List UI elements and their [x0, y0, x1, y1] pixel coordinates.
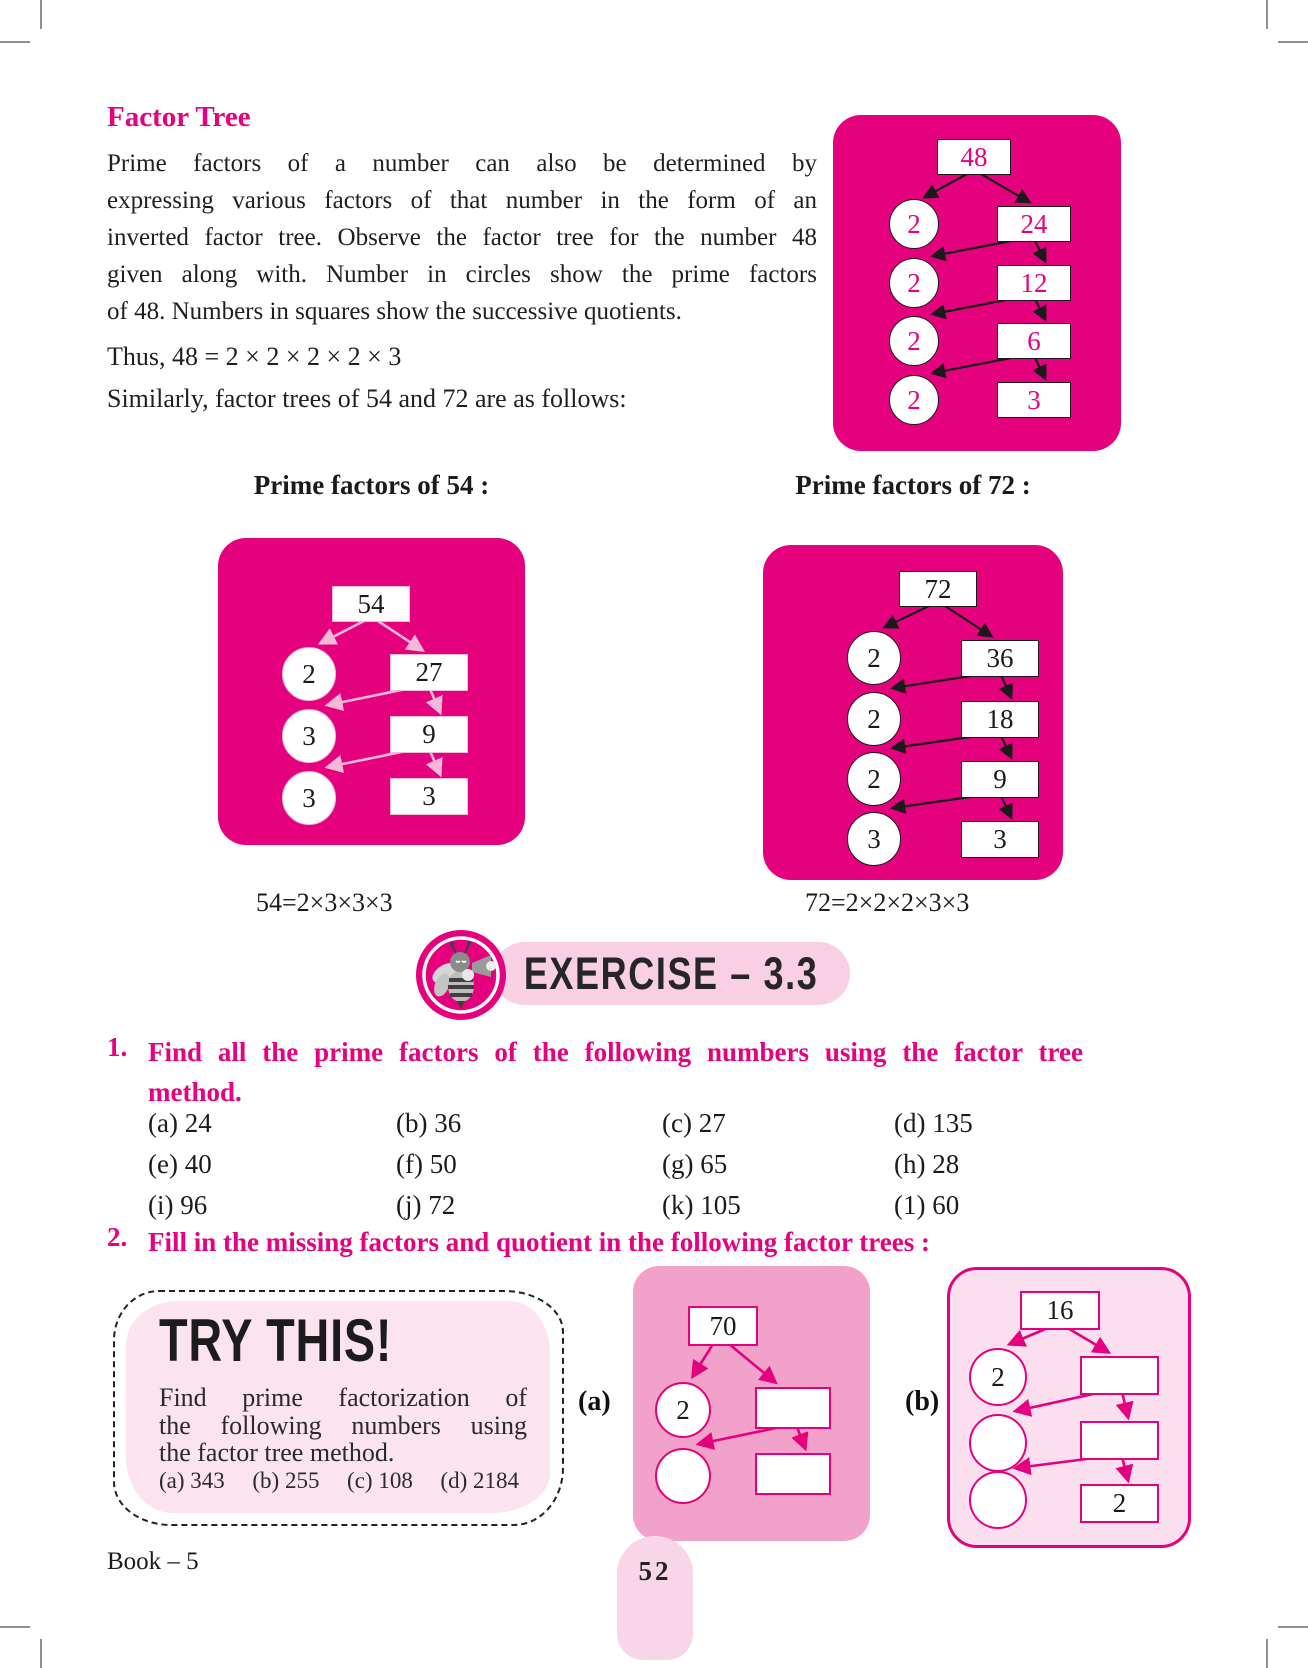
exercise-banner-pill	[493, 942, 850, 1005]
tree-circle-node: 3	[282, 709, 336, 763]
try-this-text	[159, 1384, 527, 1467]
page-number-tab	[617, 1536, 693, 1660]
tree-circle-node	[969, 1414, 1027, 1472]
tree-quotient-box: 36	[961, 640, 1039, 677]
try-this-item: (b) 255	[252, 1468, 320, 1493]
tree-quotient-box: 2	[1080, 1484, 1159, 1523]
tree-root-box: 72	[899, 571, 977, 607]
tree-root-box: 16	[1020, 1291, 1100, 1330]
crop-mark	[1278, 41, 1308, 43]
question-1-item: (k) 105	[662, 1190, 741, 1220]
tree-circle-node: 3	[282, 771, 336, 825]
tree-quotient-box: 24	[997, 206, 1071, 242]
tree-quotient-box	[1080, 1421, 1159, 1460]
caption-54: Prime factors of 54 :	[253, 470, 490, 500]
question-1-item: (1) 60	[894, 1190, 960, 1220]
exercise-title: EXERCISE – 3.3	[524, 947, 819, 999]
question-1-item: (b) 36	[396, 1108, 462, 1138]
tree-root-box: 54	[332, 586, 410, 622]
tree-quotient-box: 3	[997, 382, 1071, 418]
question-1-item: (d) 135	[894, 1108, 973, 1138]
exercise-banner	[415, 929, 855, 1023]
equation-72: 72=2×2×2×3×3	[805, 888, 970, 917]
crop-mark	[1266, 1639, 1268, 1668]
tree-quotient-box	[755, 1387, 831, 1429]
tree-circle-node	[969, 1471, 1027, 1529]
question-1-item: (h) 28	[894, 1149, 960, 1179]
intro-line: expressing various factors of that number in the form of an	[107, 187, 817, 214]
question-1-number: 1.	[107, 1032, 128, 1062]
question-1-item: (e) 40	[148, 1149, 212, 1179]
tree-circle-node: 2	[889, 375, 939, 425]
try-this-text-line: Find prime factorization of	[159, 1383, 527, 1412]
bee-mascot-icon	[415, 929, 507, 1026]
factor-tree-48	[833, 115, 1121, 451]
question-2-number: 2.	[107, 1222, 128, 1252]
similarly-line: Similarly, factor trees of 54 and 72 are as follows:	[107, 384, 627, 413]
page-number: 52	[638, 1556, 672, 1586]
question-1-text	[148, 1032, 1083, 1112]
tree-circle-node: 2	[847, 631, 901, 685]
crop-mark	[40, 1639, 42, 1668]
tree-quotient-box: 27	[390, 654, 468, 691]
question-1-item: (a) 24	[148, 1108, 212, 1138]
intro-line: given along with. Number in circles show the prime factors	[107, 261, 817, 288]
question-1-item: (i) 96	[148, 1190, 208, 1220]
tree-circle-node: 2	[282, 647, 336, 701]
equation-54: 54=2×3×3×3	[256, 888, 393, 917]
tree-arrows	[218, 538, 525, 845]
question-1-item: (c) 27	[662, 1108, 726, 1138]
tree-circle-node: 2	[655, 1382, 711, 1438]
caption-72: Prime factors of 72 :	[795, 470, 1031, 500]
try-this-item: (d) 2184	[440, 1468, 519, 1493]
try-this-text-line: the following numbers using	[159, 1410, 527, 1440]
tree-circle-node: 2	[969, 1348, 1027, 1406]
tree-quotient-box	[1080, 1356, 1159, 1395]
crop-mark	[40, 0, 42, 29]
tree-root-box: 70	[688, 1306, 758, 1346]
tree-circle-node: 2	[847, 752, 901, 806]
tree-circle-node: 2	[847, 692, 901, 746]
try-this-items	[159, 1468, 519, 1494]
tree-quotient-box: 3	[390, 778, 468, 815]
factor-tree-a	[633, 1266, 870, 1541]
question-1-item: (j) 72	[396, 1190, 456, 1220]
tree-a-label: (a)	[578, 1386, 611, 1417]
tree-quotient-box: 9	[390, 716, 468, 753]
tree-circle-node	[655, 1448, 711, 1504]
crop-mark	[1266, 0, 1268, 29]
try-this-text-line: the factor tree method.	[159, 1438, 395, 1467]
tree-circle-node: 2	[889, 316, 939, 366]
intro-line: of 48. Numbers in squares show the successive quotients.	[107, 298, 682, 325]
crop-mark	[0, 41, 30, 43]
factor-tree-72	[763, 545, 1063, 880]
try-this-item: (a) 343	[159, 1468, 225, 1493]
tree-quotient-box: 18	[961, 701, 1039, 738]
intro-line: Prime factors of a number can also be determined by	[107, 150, 817, 177]
tree-circle-node: 2	[889, 199, 939, 249]
factor-tree-54	[218, 538, 525, 845]
tree-quotient-box: 9	[961, 761, 1039, 798]
intro-line: inverted factor tree. Observe the factor tree for the number 48	[107, 224, 817, 251]
question-1-text-line: Find all the prime factors of the following numbers using the factor tree	[148, 1037, 1083, 1067]
tree-b-label: (b)	[905, 1386, 940, 1417]
try-this-item: (c) 108	[347, 1468, 413, 1493]
question-1-items	[148, 1108, 1098, 1221]
question-1-item: (g) 65	[662, 1149, 728, 1179]
question-1-text-line: method.	[148, 1077, 242, 1107]
tree-root-box: 48	[937, 139, 1011, 175]
factor-tree-b	[947, 1267, 1191, 1548]
tree-quotient-box	[755, 1453, 831, 1495]
section-title: Factor Tree	[107, 101, 251, 133]
tree-circle-node: 2	[889, 258, 939, 308]
book-label: Book – 5	[107, 1548, 199, 1575]
tree-quotient-box: 12	[997, 265, 1071, 301]
thus-line: Thus, 48 = 2 × 2 × 2 × 2 × 3	[107, 342, 402, 371]
tree-quotient-box: 3	[961, 821, 1039, 858]
crop-mark	[0, 1626, 30, 1628]
try-this-box	[113, 1290, 564, 1526]
intro-paragraph	[107, 145, 817, 330]
tree-quotient-box: 6	[997, 323, 1071, 359]
question-2-text: Fill in the missing factors and quotient in the following factor trees :	[148, 1227, 930, 1257]
tree-circle-node: 3	[847, 812, 901, 866]
try-this-title: TRY THIS!	[159, 1307, 393, 1374]
question-1-item: (f) 50	[396, 1149, 457, 1179]
crop-mark	[1278, 1626, 1308, 1628]
